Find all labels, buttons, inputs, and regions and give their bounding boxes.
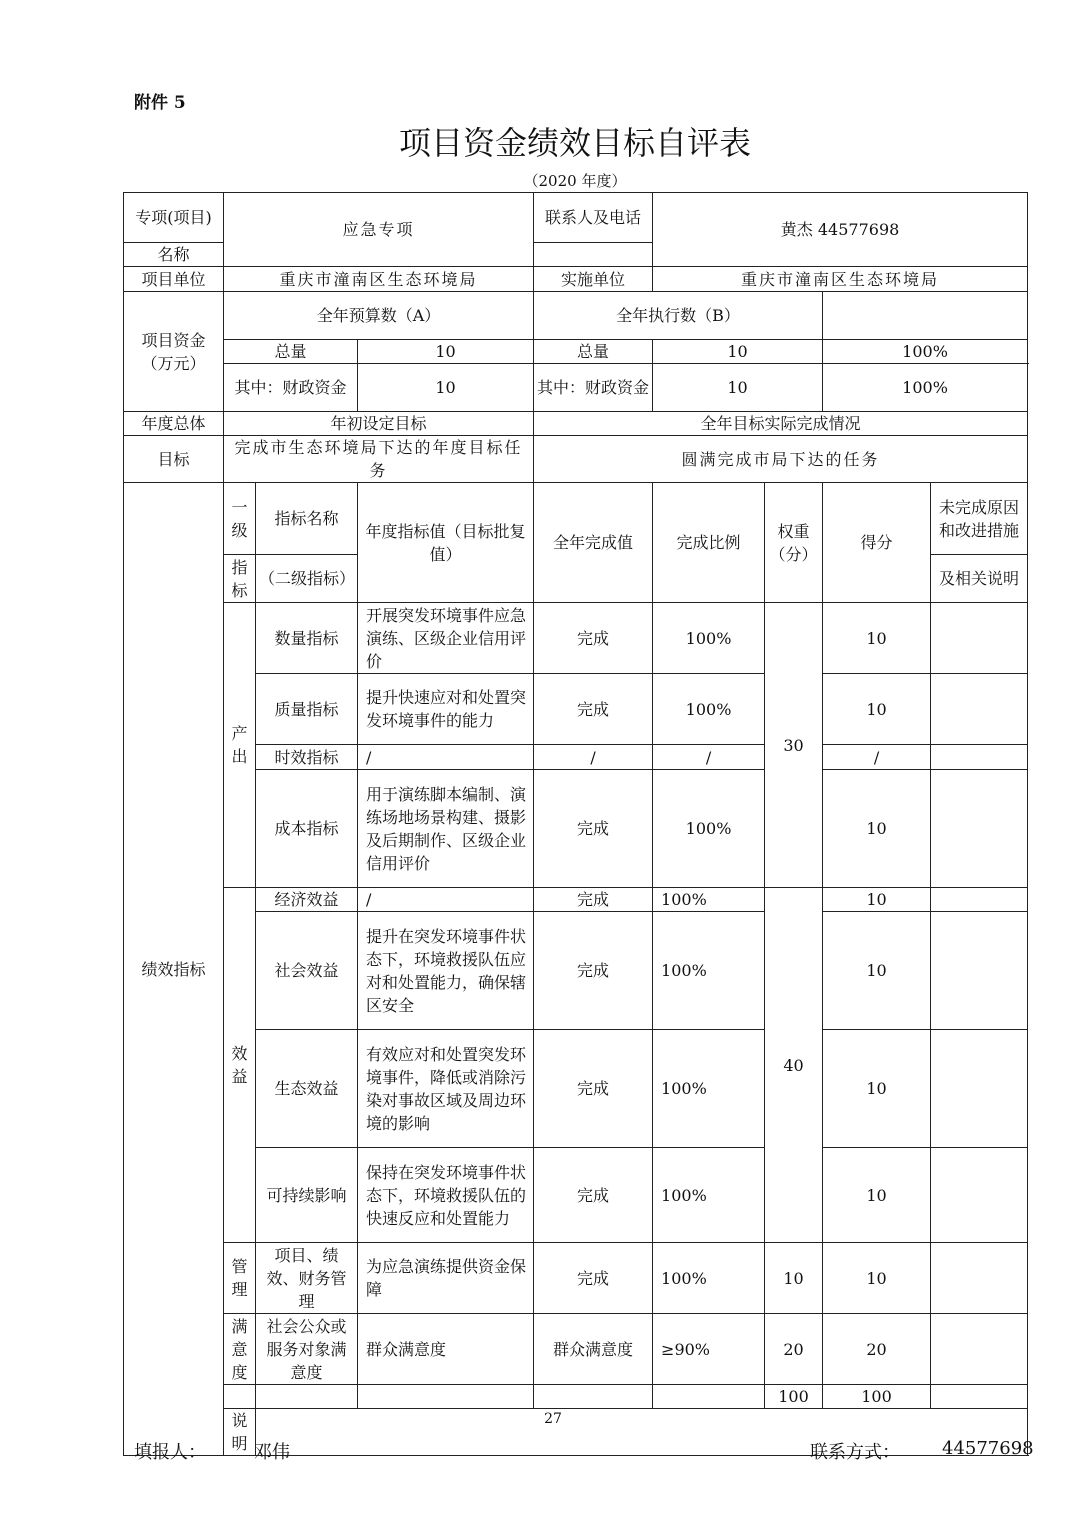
- indicator-score: 10: [823, 1148, 931, 1243]
- indicator-name: 经济效益: [256, 888, 358, 912]
- goal-actual-label: 全年目标实际完成情况: [534, 412, 1028, 436]
- total-label: 总量: [224, 340, 358, 364]
- group-manage: 管理: [224, 1243, 256, 1314]
- unit-value: 重庆市潼南区生态环境局: [224, 267, 534, 292]
- total-b: 10: [653, 340, 823, 364]
- indicator-ratio: 100%: [653, 770, 765, 888]
- indicator-target: 开展突发环境事件应急演练、区级企业信用评价: [358, 603, 534, 674]
- indicator-reason: [931, 1030, 1028, 1148]
- indicator-score: 10: [823, 603, 931, 674]
- indicator-ratio: 100%: [653, 888, 765, 912]
- section-indicators: 绩效指标: [124, 483, 224, 1456]
- project-name-label: 专项(项目): [124, 193, 224, 243]
- indicator-actual: 完成: [534, 770, 653, 888]
- project-name-value: 应急专项: [224, 193, 534, 267]
- indicator-name: 时效指标: [256, 745, 358, 770]
- indicator-actual: 完成: [534, 912, 653, 1030]
- indicator-actual: 完成: [534, 1148, 653, 1243]
- level1-header: 一级: [224, 483, 256, 555]
- filler-name: 邓伟: [254, 1442, 290, 1463]
- score-header: 得分: [823, 483, 931, 603]
- group-output: 产出: [224, 603, 256, 888]
- indicator-target: 保持在突发环境事件状态下，环境救援队伍的快速反应和处置能力: [358, 1148, 534, 1243]
- goal-label-2: 目标: [124, 436, 224, 483]
- indicator-name: 项目、绩效、财务管理: [256, 1243, 358, 1314]
- indicator-score: 10: [823, 888, 931, 912]
- indicator-ratio: ≥90%: [653, 1314, 765, 1385]
- fiscal-a: 10: [358, 364, 534, 412]
- fiscal-label: 其中：财政资金: [224, 364, 358, 412]
- indicator-reason: [931, 745, 1028, 770]
- indicator-score: /: [823, 745, 931, 770]
- page-number: 27: [544, 1411, 562, 1427]
- indicator-name: 数量指标: [256, 603, 358, 674]
- indicator-reason: [931, 674, 1028, 745]
- indicator-target: 群众满意度: [358, 1314, 534, 1385]
- indicator-name: 社会公众或服务对象满意度: [256, 1314, 358, 1385]
- indicator-reason: [931, 1148, 1028, 1243]
- indicator-name: 质量指标: [256, 674, 358, 745]
- ratio-header: 完成比例: [653, 483, 765, 603]
- target-header: 年度指标值（目标批复值）: [358, 483, 534, 603]
- contact-label: 联系人及电话: [534, 193, 653, 243]
- indicator-target: /: [358, 888, 534, 912]
- indicator-reason: [931, 770, 1028, 888]
- indicator-target: 提升快速应对和处置突发环境事件的能力: [358, 674, 534, 745]
- level1-header-2: 指标: [224, 555, 256, 603]
- indicator-name: 成本指标: [256, 770, 358, 888]
- indicator-score: 10: [823, 770, 931, 888]
- indicator-score: 10: [823, 674, 931, 745]
- budget-label: 全年预算数（A）: [224, 292, 534, 340]
- total-a: 10: [358, 340, 534, 364]
- attachment-label: 附件 5: [134, 93, 186, 113]
- group-benefit: 效益: [224, 888, 256, 1243]
- unit-label: 项目单位: [124, 267, 224, 292]
- weight-benefit: 40: [765, 888, 823, 1243]
- total-score: 100: [823, 1385, 931, 1409]
- name-header-2: （二级指标）: [256, 555, 358, 603]
- goal-actual-value: 圆满完成市局下达的任务: [534, 436, 1028, 483]
- indicator-actual: 完成: [534, 1243, 653, 1314]
- impl-value: 重庆市潼南区生态环境局: [653, 267, 1028, 292]
- reason-header: 未完成原因和改进措施: [931, 483, 1028, 555]
- goal-label: 年度总体: [124, 412, 224, 436]
- indicator-ratio: 100%: [653, 1243, 765, 1314]
- indicator-score: 10: [823, 1243, 931, 1314]
- indicator-name: 可持续影响: [256, 1148, 358, 1243]
- contact-value: 黄杰 44577698: [653, 193, 1028, 267]
- indicator-weight: 20: [765, 1314, 823, 1385]
- fiscal-label-b: 其中：财政资金: [534, 364, 653, 412]
- indicator-reason: [931, 603, 1028, 674]
- indicator-score: 10: [823, 912, 931, 1030]
- indicator-reason: [931, 1314, 1028, 1385]
- impl-label: 实施单位: [534, 267, 653, 292]
- indicator-score: 20: [823, 1314, 931, 1385]
- weight-output: 30: [765, 603, 823, 888]
- goal-initial-value: 完成市生态环境局下达的年度目标任务: [224, 436, 534, 483]
- group-satisfaction: 满意度: [224, 1314, 256, 1385]
- contact-method-label: 联系方式：: [810, 1442, 900, 1463]
- indicator-target: 提升在突发环境事件状态下，环境救援队伍应对和处置能力，确保辖区安全: [358, 912, 534, 1030]
- indicator-actual: /: [534, 745, 653, 770]
- funds-label: 项目资金（万元）: [124, 292, 224, 412]
- indicator-reason: [931, 912, 1028, 1030]
- indicator-ratio: /: [653, 745, 765, 770]
- year-label: （2020 年度）: [523, 172, 627, 190]
- indicator-ratio: 100%: [653, 1030, 765, 1148]
- indicator-ratio: 100%: [653, 1148, 765, 1243]
- indicator-score: 10: [823, 1030, 931, 1148]
- evaluation-table: [123, 192, 1028, 1456]
- page-title: 项目资金绩效目标自评表: [398, 124, 751, 162]
- indicator-reason: [931, 888, 1028, 912]
- indicator-target: /: [358, 745, 534, 770]
- indicator-name: 社会效益: [256, 912, 358, 1030]
- name-header: 指标名称: [256, 483, 358, 555]
- indicator-actual: 完成: [534, 603, 653, 674]
- indicator-ratio: 100%: [653, 912, 765, 1030]
- weight-header: 权重（分）: [765, 483, 823, 603]
- indicator-target: 有效应对和处置突发环境事件，降低或消除污染对事故区域及周边环境的影响: [358, 1030, 534, 1148]
- fiscal-b: 10: [653, 364, 823, 412]
- indicator-weight: 10: [765, 1243, 823, 1314]
- indicator-reason: [931, 1243, 1028, 1314]
- indicator-actual: 完成: [534, 888, 653, 912]
- indicator-target: 用于演练脚本编制、演练场地场景构建、摄影及后期制作、区级企业信用评价: [358, 770, 534, 888]
- total-weight: 100: [765, 1385, 823, 1409]
- reason-header-2: 及相关说明: [931, 555, 1028, 603]
- indicator-actual: 完成: [534, 1030, 653, 1148]
- exec-label: 全年执行数（B）: [534, 292, 823, 340]
- project-name-label-2: 名称: [124, 243, 224, 267]
- filler-label: 填报人：: [134, 1442, 206, 1463]
- indicator-name: 生态效益: [256, 1030, 358, 1148]
- note-label: 说明: [224, 1409, 256, 1456]
- indicator-ratio: 100%: [653, 674, 765, 745]
- indicator-ratio: 100%: [653, 603, 765, 674]
- contact-method-value: 44577698: [942, 1438, 1034, 1459]
- goal-initial-label: 年初设定目标: [224, 412, 534, 436]
- actual-header: 全年完成值: [534, 483, 653, 603]
- indicator-target: 为应急演练提供资金保障: [358, 1243, 534, 1314]
- total-label-b: 总量: [534, 340, 653, 364]
- total-rate: 100%: [823, 340, 1028, 364]
- fiscal-rate: 100%: [823, 364, 1028, 412]
- indicator-actual: 完成: [534, 674, 653, 745]
- indicator-actual: 群众满意度: [534, 1314, 653, 1385]
